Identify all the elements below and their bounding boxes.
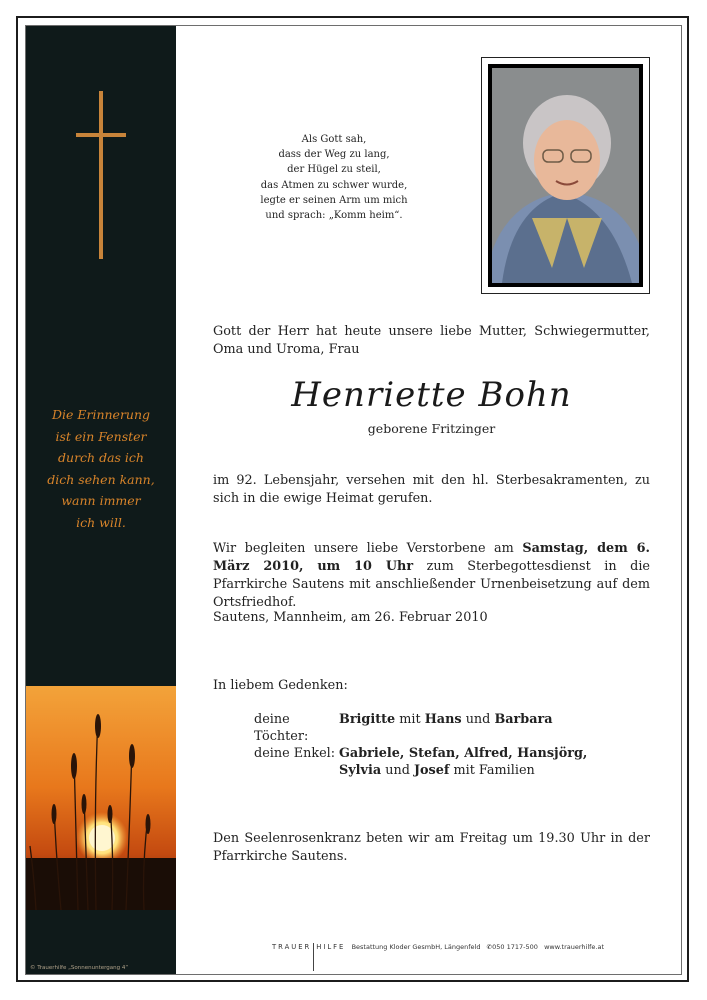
family-row-grandchildren (254, 745, 587, 762)
portrait-frame (481, 57, 650, 294)
quote-line: Die Erinnerung (51, 407, 151, 422)
spacer (254, 762, 339, 779)
sunset-image (26, 686, 176, 910)
name: Sylvia (339, 763, 382, 778)
names (339, 762, 535, 779)
connector: und (381, 763, 414, 778)
sidebar (26, 26, 176, 974)
phone-icon: ✆ (486, 943, 493, 951)
sidebar-quote (26, 404, 176, 533)
poem-line: der Hügel zu steil, (287, 164, 381, 176)
service-text (213, 540, 650, 612)
cross-icon (26, 26, 176, 286)
quote-line: durch das ich (58, 450, 144, 465)
connector: mit Familien (449, 763, 535, 778)
birth-name: geborene Fritzinger (367, 421, 496, 436)
deceased-name: Henriette Bohn (291, 375, 572, 415)
phone-number: 050 1717-500 (492, 943, 538, 951)
family-row-daughters (254, 711, 587, 745)
brand-right: HILFE (316, 943, 346, 951)
family-row-grandchildren-cont (254, 762, 587, 779)
relation-label: deine Enkel: (254, 746, 336, 761)
memory-heading: In liebem Gedenken: (213, 678, 348, 693)
rosary-text: Den Seelenrosenkranz beten wir am Freitag um 19.30 Uhr in der Pfarrkirche Sautens. (213, 831, 650, 864)
poem-line: Als Gott sah, (301, 134, 367, 145)
website: www.trauerhilfe.at (544, 943, 605, 951)
intro-text: Gott der Herr hat heute unsere liebe Mutter, Schwiegermutter, Oma und Uroma, Frau (213, 324, 650, 357)
connector: und (461, 712, 495, 727)
poem (244, 132, 424, 223)
poem-line: und sprach: „Komm heim“. (265, 210, 403, 222)
place-date: Sautens, Mannheim, am 26. Februar 2010 (213, 610, 488, 625)
quote-line: ich will. (76, 514, 126, 530)
service-pre: Wir begleiten unsere liebe Verstorbene am (213, 541, 523, 556)
names (339, 711, 553, 745)
brand-left: TRAUER (272, 943, 312, 951)
name: Josef (413, 763, 450, 778)
quote-line: dich sehen kann, (47, 471, 155, 487)
footer (272, 943, 612, 955)
service-post: zum Sterbegottesdienst in die Pfarrkirche Sautens mit anschließender Urnenbeisetzung auf dem Ortsfriedhof. (213, 559, 651, 610)
poem-line: dass der Weg zu lang, (278, 149, 390, 161)
company-name: Bestattung Kloder GesmbH, Längenfeld (351, 943, 481, 951)
portrait-photo (488, 64, 643, 287)
poem-line: legte er seinen Arm um mich (260, 194, 408, 206)
portrait-image (492, 68, 639, 283)
image-copyright: © Trauerhilfe „Sonnenuntergang 4“ (30, 965, 129, 971)
passing-text: im 92. Lebensjahr, versehen mit den hl. Sterbesakramenten, zu sich in die ewige Heimat gerufen. (213, 473, 650, 506)
brand-divider (313, 943, 314, 971)
names: Gabriele, Stefan, Alfred, Hansjörg, (339, 746, 588, 761)
poem-line: das Atmen zu schwer wurde, (260, 179, 408, 191)
service-date: Samstag, dem 6. März 2010, um 10 Uhr (213, 541, 650, 574)
relation-label: deine Töchter: (254, 712, 309, 744)
quote-line: wann immer (61, 493, 141, 508)
quote-line: ist ein Fenster (55, 428, 147, 444)
name: Barbara (494, 712, 553, 727)
name: Brigitte (339, 712, 396, 727)
family-list (254, 711, 587, 779)
connector: mit (395, 712, 425, 727)
name: Hans (424, 712, 462, 727)
